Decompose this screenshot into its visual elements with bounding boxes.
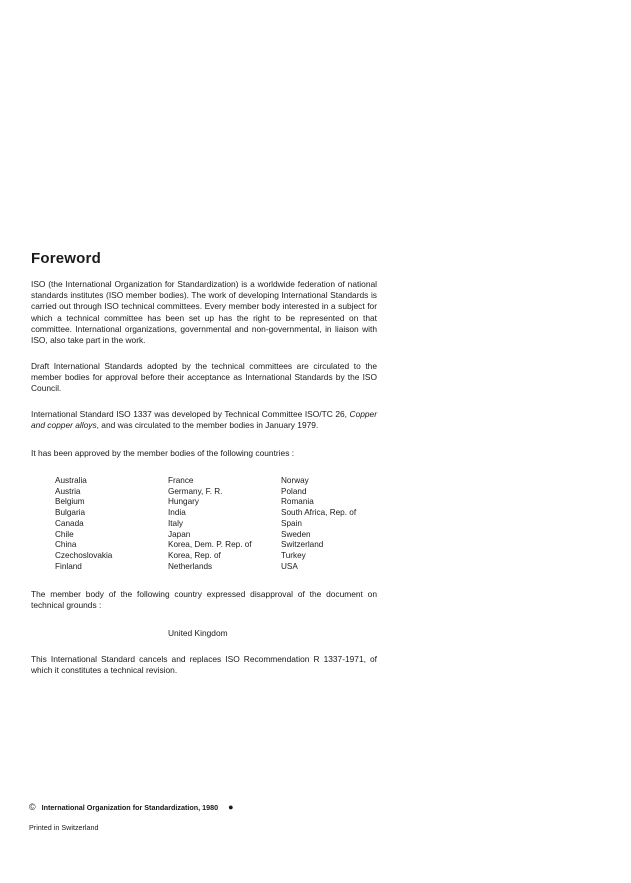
country-item: Korea, Dem. P. Rep. of	[168, 540, 252, 550]
country-item: Korea, Rep. of	[168, 550, 221, 560]
copyright-icon: ©	[29, 802, 36, 812]
country-item: China	[55, 540, 77, 550]
copyright-line	[29, 802, 234, 812]
country-item: Austria	[55, 486, 81, 496]
country-item: India	[168, 508, 186, 518]
country-item: Australia	[55, 476, 87, 485]
country-item: Bulgaria	[55, 508, 86, 518]
country-item: Spain	[281, 518, 302, 528]
paragraph-standard-development	[31, 409, 377, 431]
country-item: Sweden	[281, 529, 311, 539]
countries-column-1	[55, 476, 168, 572]
country-item: Poland	[281, 486, 307, 496]
country-item: USA	[281, 561, 298, 571]
country-item: Norway	[281, 476, 309, 485]
committee-title: Copper and copper alloys	[31, 409, 377, 431]
bullet-icon: ●	[228, 802, 234, 812]
country-item: Romania	[281, 497, 314, 507]
country-item: Italy	[168, 518, 184, 528]
country-item: Turkey	[281, 550, 306, 560]
country-item: Chile	[55, 529, 74, 539]
country-item: France	[168, 476, 194, 485]
approving-countries-list	[55, 476, 385, 572]
paragraph-approval: It has been approved by the member bodies of the following countries :	[31, 448, 295, 458]
country-item: Canada	[55, 518, 84, 528]
paragraph-disapproval: The member body of the following country expressed disapproval of the document on technical grounds :	[31, 589, 377, 611]
country-item: Netherlands	[168, 561, 213, 571]
country-item: Czechoslovakia	[55, 550, 113, 560]
country-item: Hungary	[168, 497, 199, 507]
foreword-heading: Foreword	[31, 250, 101, 267]
disapproving-country: United Kingdom	[168, 628, 228, 638]
country-item: South Africa, Rep. of	[281, 508, 357, 518]
countries-column-3	[281, 476, 385, 572]
paragraph-text: , and was circulated to the member bodies in January 1979.	[96, 420, 319, 431]
paragraph-text: International Standard ISO 1337 was developed by Technical Committee ISO/TC 26,	[31, 409, 350, 419]
country-item: Finland	[55, 561, 82, 571]
country-item: Belgium	[55, 497, 85, 507]
paragraph-iso-intro: ISO (the International Organization for Standardization) is a worldwide federation of national standards institutes (ISO member bodies). The work of developing International Standards is carried out through ISO technical committees. Every member body interested in a subject for which a technical committee has been set up has the right to be represented on that committee. International organizations, governmental and non-governmental, in liaison with ISO, also take part in the work.	[31, 279, 377, 346]
country-item: Germany, F. R.	[168, 486, 223, 496]
printed-in-text: Printed in Switzerland	[29, 823, 99, 832]
countries-column-2	[168, 476, 281, 572]
country-item: Switzerland	[281, 540, 324, 550]
paragraph-draft-standards: Draft International Standards adopted by the technical committees are circulated to the member bodies for approval before their acceptance as International Standards by the ISO Council.	[31, 361, 377, 394]
country-item: Japan	[168, 529, 191, 539]
copyright-text: International Organization for Standardization, 1980	[41, 802, 219, 812]
paragraph-cancels-replaces: This International Standard cancels and replaces ISO Recommendation R 1337-1971, of which it constitutes a technical revision.	[31, 654, 377, 676]
